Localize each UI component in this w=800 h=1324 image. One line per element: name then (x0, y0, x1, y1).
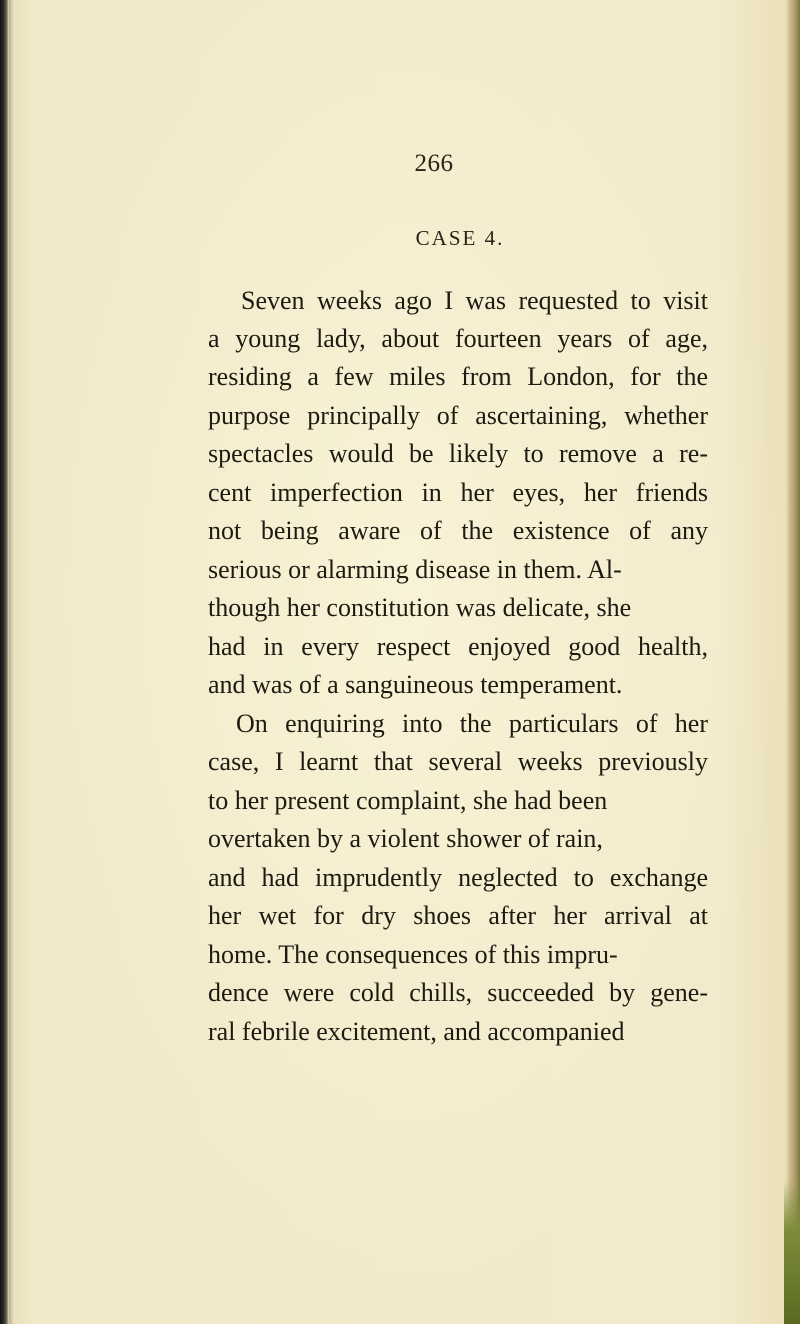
text-line: had in every respect enjoyed good health, (208, 632, 708, 661)
text-line: residing a few miles from London, for the (208, 362, 708, 391)
text-line: ral febrile excitement, and accompanied (208, 1017, 625, 1046)
text-line: cent imperfection in her eyes, her friends (208, 478, 708, 507)
text-line: and was of a sanguineous temperament. (208, 670, 623, 699)
text-line: Seven weeks ago I was requested to visit (241, 286, 708, 315)
text-line: On enquiring into the particulars of her (236, 709, 708, 738)
page-edge-corner (784, 1180, 800, 1324)
page-binding-gradient (9, 0, 14, 1324)
text-line: case, I learnt that several weeks previously (208, 747, 708, 776)
text-line: a young lady, about fourteen years of age, (208, 324, 708, 353)
text-line: dence were cold chills, succeeded by gene- (208, 978, 708, 1007)
page-binding-shadow (0, 0, 9, 1324)
text-line: though her constitution was delicate, she (208, 593, 632, 622)
text-line: and had imprudently neglected to exchange (208, 863, 708, 892)
text-line: to her present complaint, she had been (208, 786, 608, 815)
text-line: spectacles would be likely to remove a re- (208, 439, 708, 468)
text-line: purpose principally of ascertaining, whether (208, 401, 708, 430)
text-line: her wet for dry shoes after her arrival at (208, 901, 708, 930)
text-line: serious or alarming disease in them. Al- (208, 555, 622, 584)
case-heading: CASE 4. (415, 226, 505, 250)
text-line: overtaken by a violent shower of rain, (208, 824, 603, 853)
text-line: not being aware of the existence of any (208, 516, 708, 545)
text-line: home. The consequences of this impru- (208, 940, 618, 969)
page-edge-right (786, 0, 800, 1324)
page-number: 266 (414, 150, 454, 177)
